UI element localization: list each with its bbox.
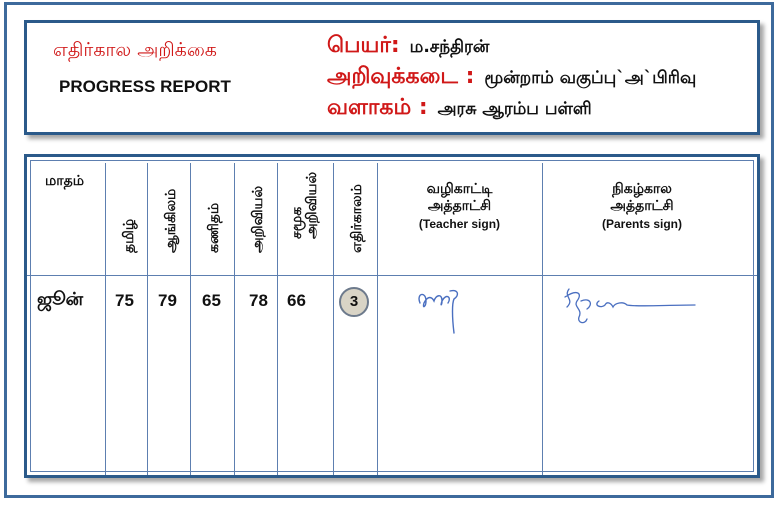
name-field [327, 33, 489, 61]
title-tamil: எதிர்கால அறிக்கை [53, 39, 217, 61]
subject-header-maths: கணிதம் [206, 202, 222, 253]
future-score-badge: 3 [339, 287, 369, 317]
subject-header-english: ஆங்கிலம் [163, 188, 179, 253]
mark-science: 78 [249, 291, 268, 310]
subject-header-tamil: தமிழ் [121, 218, 137, 253]
mark-tamil: 75 [115, 291, 134, 310]
class-value: மூன்றாம் வகுப்பு`அ`பிரிவு [484, 68, 697, 88]
marks-table [24, 154, 760, 478]
subject-header-social-science: சமூக அறிவியல் [289, 171, 320, 239]
column-divider [234, 163, 235, 475]
month-header: மாதம் [45, 173, 84, 189]
name-value: ம.சந்திரன் [409, 37, 490, 57]
column-divider [333, 163, 334, 475]
parent-signature [557, 279, 707, 331]
title-english: PROGRESS REPORT [59, 77, 231, 96]
row-month: ஜூன் [37, 289, 84, 310]
teacher-sign-header: வழிகாட்டி அத்தாட்சி (Teacher sign) [418, 181, 501, 231]
subject-header-future: எதிர்காலம் [349, 184, 365, 253]
mark-maths: 65 [202, 291, 221, 310]
school-label: வளாகம் : [327, 95, 428, 120]
school-value: அரசு ஆரம்ப பள்ளி [437, 99, 592, 119]
class-field [327, 64, 696, 92]
teacher-signature [412, 281, 482, 337]
mark-social-science: 66 [287, 291, 306, 310]
name-label: பெயர்: [327, 33, 400, 58]
mark-english: 79 [158, 291, 177, 310]
subject-header-science: அறிவியல் [250, 185, 266, 253]
header-divider [27, 275, 757, 276]
parent-sign-header: நிகழ்கால அத்தாட்சி (Parents sign) [601, 181, 682, 231]
school-field [327, 95, 592, 123]
column-divider [105, 163, 106, 475]
class-label: அறிவுக்கடை : [327, 64, 475, 89]
report-header [24, 20, 760, 135]
